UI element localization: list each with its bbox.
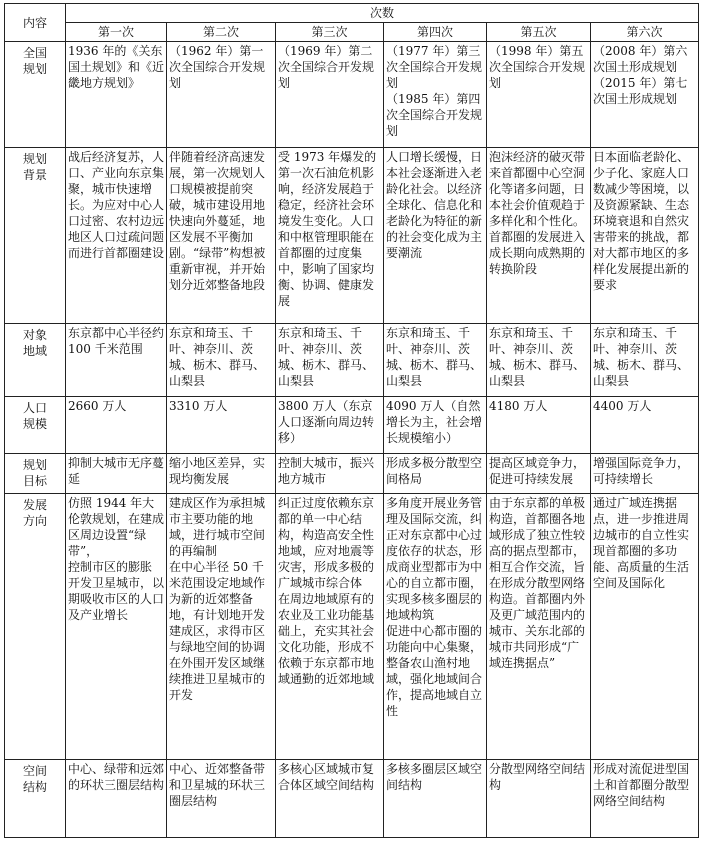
cell-spatial-structure-5: 分散型网络空间结构 — [487, 760, 591, 838]
row-label-target-area: 对象 地域 — [5, 324, 66, 397]
cell-target-area-2: 东京和琦玉、千叶、神奈川、茨城、栃木、群马、山梨县 — [167, 324, 276, 397]
cell-background-2: 伴随着经济高速发展，第一次规划人口规模被提前突破，城市建设用地快速向外蔓延，地区发展不平衡加剧。“绿带”构想被重新审视，并开始划分近郊整备地段 — [167, 148, 276, 324]
cell-direction-6: 通过广域连携据点，进一步推进周边城市的自立性实现首都圈的多功能、高质量的生活空间及国际化 — [591, 494, 699, 760]
cell-target-area-3: 东京和琦玉、千叶、神奈川、茨城、栃木、群马、山梨县 — [276, 324, 384, 397]
cell-goal-3: 控制大城市，振兴地方城市 — [276, 454, 384, 494]
cell-target-area-4: 东京和琦玉、千叶、神奈川、茨城、栃木、群马、山梨县 — [384, 324, 487, 397]
cell-spatial-structure-4: 多核多圈层区域空间结构 — [384, 760, 487, 838]
cell-background-5: 泡沫经济的破灭带来首都圈中心空洞化等诸多问题，日本社会价值观趋于多样化和个性化。首都圈的发展进入成长期向成熟期的转换阶段 — [487, 148, 591, 324]
cell-national-plan-5: （1998 年）第五次全国综合开发规划 — [487, 42, 591, 148]
cell-target-area-6: 东京和琦玉、千叶、神奈川、茨城、栃木、群马、山梨县 — [591, 324, 699, 397]
column-header-2: 第二次 — [167, 23, 276, 42]
row-direction — [5, 494, 699, 760]
row-population — [5, 397, 699, 454]
cell-direction-5: 由于东京都的单极构造，首都圈各地域形成了独立性较高的据点型都市，相互合作交流，旨在形成分散型网络构造。首都圈内外及更广域范围内的城市、关东北部的城市共同形成“广域连携据点” — [487, 494, 591, 760]
column-header-6: 第六次 — [591, 23, 699, 42]
cell-population-5: 4180 万人 — [487, 397, 591, 454]
cell-spatial-structure-1: 中心、绿带和远郊的环状三圈层结构 — [66, 760, 167, 838]
cell-population-3: 3800 万人（东京人口逐渐向周边转移） — [276, 397, 384, 454]
cell-target-area-1: 东京都中心半径约 100 千米范围 — [66, 324, 167, 397]
column-header-5: 第五次 — [487, 23, 591, 42]
cell-national-plan-6: （2008 年）第六次国土形成规划（2015 年）第七次国土形成规划 — [591, 42, 699, 148]
row-background — [5, 148, 699, 324]
row-goal — [5, 454, 699, 494]
cell-national-plan-1: 1936 年的《关东国土规划》和《近畿地方规划》 — [66, 42, 167, 148]
cell-goal-1: 抑制大城市无序蔓延 — [66, 454, 167, 494]
cell-direction-3: 纠正过度依赖东京都的单一中心结构，构造高安全性地域，应对地震等灾害，形成多极的广域城市综合体 在周边地域原有的农业及工业功能基础上，充实其社会文化功能，形成不依赖于东京都市地域通勤的近郊地域 — [276, 494, 384, 760]
cell-population-2: 3310 万人 — [167, 397, 276, 454]
cell-national-plan-2: （1962 年）第一次全国综合开发规划 — [167, 42, 276, 148]
row-label-population: 人口 规模 — [5, 397, 66, 454]
row-target-area — [5, 324, 699, 397]
cell-goal-4: 形成多极分散型空间格局 — [384, 454, 487, 494]
cell-goal-5: 提高区域竞争力，促进可持续发展 — [487, 454, 591, 494]
cell-target-area-5: 东京和琦玉、千叶、神奈川、茨城、栃木、群马、山梨县 — [487, 324, 591, 397]
content-header: 内容 — [5, 4, 66, 42]
column-header-3: 第三次 — [276, 23, 384, 42]
cell-background-4: 人口增长缓慢，日本社会逐渐进入老龄化社会。以经济全球化、信息化和老龄化为特征的新的社会变化成为主要潮流 — [384, 148, 487, 324]
row-label-background: 规划 背景 — [5, 148, 66, 324]
cell-population-4: 4090 万人（自然增长为主，社会增长规模缩小） — [384, 397, 487, 454]
cell-direction-4: 多角度开展业务管理及国际交流，纠正对东京都中心过度依存的状态，形成商业型都市为中心的自立都市圈，实现多核多圈层的地域构筑 促进中心都市圈的功能向中心集聚，整备农山渔村地域，强化地域间合作，提高地域自立性 — [384, 494, 487, 760]
cell-background-6: 日本面临老龄化、少子化、家庭人口数减少等困境，以及资源紧缺、生态环境衰退和自然灾害带来的挑战，都对大都市地区的多样化发展提出新的要求 — [591, 148, 699, 324]
cell-goal-6: 增强国际竞争力，可持续增长 — [591, 454, 699, 494]
times-header: 次数 — [66, 4, 699, 23]
row-label-direction: 发展 方向 — [5, 494, 66, 760]
row-national-plan — [5, 42, 699, 148]
row-label-goal: 规划 目标 — [5, 454, 66, 494]
row-spatial-structure — [5, 760, 699, 838]
cell-spatial-structure-6: 形成对流促进型国土和首都圈分散型网络空间结构 — [591, 760, 699, 838]
cell-spatial-structure-2: 中心、近郊整备带和卫星城的环状三圈层结构 — [167, 760, 276, 838]
cell-national-plan-4: （1977 年）第三次全国综合开发规划 （1985 年）第四次全国综合开发规划 — [384, 42, 487, 148]
cell-background-3: 受 1973 年爆发的第一次石油危机影响，经济发展趋于稳定，经济社会环境发生变化。人口和中枢管理职能在首都圈的过度集中，影响了国家均衡、协调、健康发展 — [276, 148, 384, 324]
row-label-national-plan: 全国 规划 — [5, 42, 66, 148]
cell-population-1: 2660 万人 — [66, 397, 167, 454]
cell-background-1: 战后经济复苏，人口、产业向东京集聚，城市快速增长。为应对中心人口过密、农村边远地区人口过疏问题而进行首都圈建设 — [66, 148, 167, 324]
cell-national-plan-3: （1969 年）第二次全国综合开发规划 — [276, 42, 384, 148]
cell-population-6: 4400 万人 — [591, 397, 699, 454]
cell-goal-2: 缩小地区差异，实现均衡发展 — [167, 454, 276, 494]
cell-direction-1: 仿照 1944 年大伦敦规划，在建成区周边设置“绿带”， 控制市区的膨胀 开发卫星城市，以期吸收市区的人口及产业增长 — [66, 494, 167, 760]
cell-spatial-structure-3: 多核心区域城市复合体区域空间结构 — [276, 760, 384, 838]
column-header-1: 第一次 — [66, 23, 167, 42]
row-label-spatial-structure: 空间 结构 — [5, 760, 66, 838]
column-header-4: 第四次 — [384, 23, 487, 42]
tokyo-metropolitan-planning-table — [4, 3, 699, 838]
cell-direction-2: 建成区作为承担城市主要功能的地域，进行城市空间的再编制 在中心半径 50 千米范围设定地域作为新的近郊整备地，有计划地开发建成区，求得市区与绿地空间的协调 在外围开发区域继续推进卫星城市的开发 — [167, 494, 276, 760]
